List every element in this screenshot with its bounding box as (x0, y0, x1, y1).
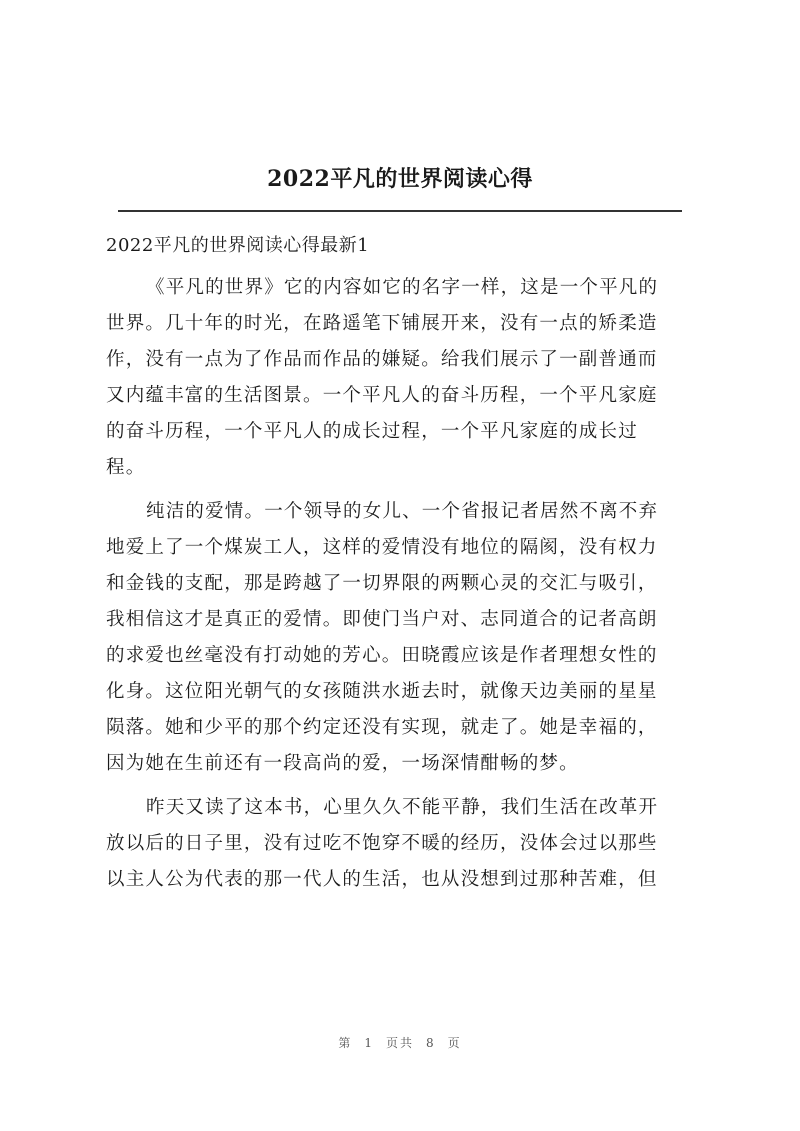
paragraph-spacer (106, 486, 706, 494)
paragraph-line: 纯洁的爱情。一个领导的女儿、一个省报记者居然不离不弃 (146, 501, 659, 522)
paragraph-line: 以主人公为代表的那一代人的生活，也从没想到过那种苦难，但 (106, 869, 658, 890)
document-title: 2022平凡的世界阅读心得 (267, 166, 533, 192)
paragraph-line: 昨天又读了这本书，心里久久不能平静，我们生活在改革开 (146, 797, 659, 818)
paragraph-line: 化身。这位阳光朝气的女孩随洪水逝去时，就像天边美丽的星星 (106, 681, 658, 702)
title-divider (118, 210, 682, 212)
footer-page-number: 1 (364, 1036, 374, 1050)
paragraph-1 (106, 270, 706, 486)
paragraph-line: 世界。几十年的时光，在路遥笔下铺展开来，没有一点的矫柔造 (106, 313, 658, 334)
footer-prefix: 第 (338, 1036, 353, 1050)
footer-total-pages: 8 (426, 1036, 436, 1050)
paragraph-line: 放以后的日子里，没有过吃不饱穿不暖的经历，没体会过以那些 (106, 833, 658, 854)
paragraph-2 (106, 494, 706, 782)
paragraph-line: 和金钱的支配，那是跨越了一切界限的两颗心灵的交汇与吸引， (106, 573, 658, 594)
footer-suffix: 页 (447, 1036, 462, 1050)
paragraph-line: 我相信这才是真正的爱情。即使门当户对、志同道合的记者高朗 (106, 609, 658, 630)
paragraph-line: 地爱上了一个煤炭工人，这样的爱情没有地位的隔阂，没有权力 (106, 537, 658, 558)
document-body (106, 270, 706, 898)
paragraph-line: 陨落。她和少平的那个约定还没有实现，就走了。她是幸福的， (106, 717, 658, 738)
paragraph-spacer (106, 782, 706, 790)
paragraph-line: 的求爱也丝毫没有打动她的芳心。田晓霞应该是作者理想女性的 (106, 645, 658, 666)
footer-mid: 页共 (385, 1036, 414, 1050)
paragraph-line: 作，没有一点为了作品而作品的嫌疑。给我们展示了一副普通而 (106, 349, 658, 370)
page-footer (0, 1034, 800, 1051)
section-heading: 2022平凡的世界阅读心得最新1 (106, 235, 370, 256)
paragraph-line: 又内蕴丰富的生活图景。一个平凡人的奋斗历程，一个平凡家庭 (106, 385, 658, 406)
paragraph-line: 《平凡的世界》它的内容如它的名字一样，这是一个平凡的 (146, 277, 659, 298)
paragraph-3 (106, 790, 706, 898)
paragraph-line: 因为她在生前还有一段高尚的爱，一场深情酣畅的梦。 (106, 753, 579, 774)
paragraph-line: 程。 (106, 457, 146, 478)
paragraph-line: 的奋斗历程，一个平凡人的成长过程，一个平凡家庭的成长过 (106, 421, 638, 442)
